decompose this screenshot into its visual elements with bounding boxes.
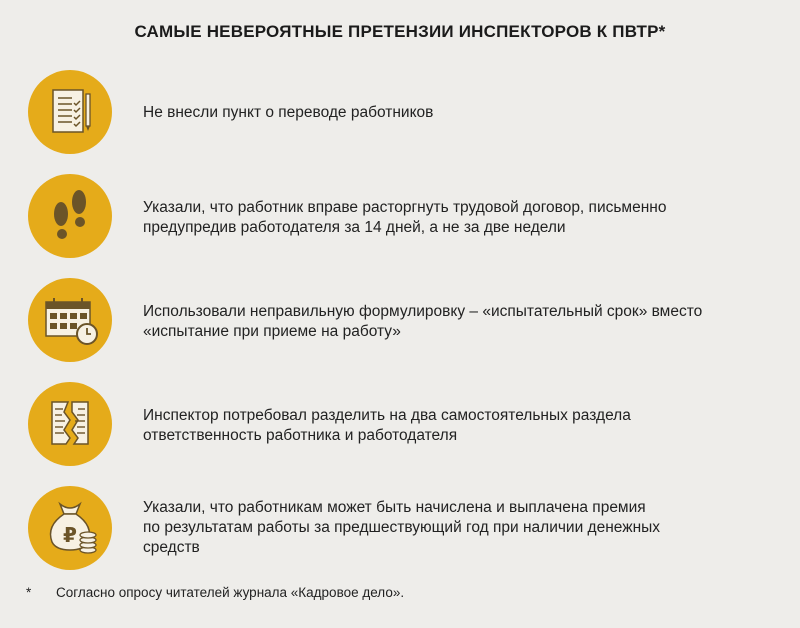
item-text-line: средств bbox=[143, 539, 200, 556]
item-text-line: Не внесли пункт о переводе работников bbox=[143, 104, 434, 121]
footnote-marker: * bbox=[26, 585, 32, 600]
torn-document-icon bbox=[28, 382, 112, 466]
item-text-line: Инспектор потребовал разделить на два самостоятельных раздела bbox=[143, 407, 631, 424]
item-text-line: «испытание при приеме на работу» bbox=[143, 323, 401, 340]
item-text-line: Использовали неправильную формулировку – «испытательный срок» вместо bbox=[143, 303, 703, 320]
list-item bbox=[0, 486, 800, 570]
document-checklist-icon bbox=[28, 70, 112, 154]
money-bag-ruble-icon bbox=[28, 486, 112, 570]
item-text-line: по результатам работы за предшествующий год при наличии денежных bbox=[143, 519, 661, 536]
list-item bbox=[0, 174, 800, 258]
page-title: САМЫЕ НЕВЕРОЯТНЫЕ ПРЕТЕНЗИИ ИНСПЕКТОРОВ К ПВТР* bbox=[134, 22, 666, 41]
svg-text:₽: ₽ bbox=[63, 523, 77, 547]
footnote bbox=[26, 585, 404, 600]
footprints-icon bbox=[28, 174, 112, 258]
list-item bbox=[0, 278, 800, 362]
item-text-line: ответственность работника и работодателя bbox=[143, 427, 458, 444]
footnote-text: Согласно опросу читателей журнала «Кадровое дело». bbox=[56, 585, 405, 600]
list-item bbox=[0, 70, 800, 154]
list-item bbox=[0, 382, 800, 466]
calendar-clock-icon bbox=[28, 278, 112, 362]
item-text-line: Указали, что работник вправе расторгнуть трудовой договор, письменно bbox=[143, 199, 667, 216]
item-text-line: предупредив работодателя за 14 дней, а не за две недели bbox=[143, 219, 566, 236]
item-text-line: Указали, что работникам может быть начислена и выплачена премия bbox=[143, 499, 646, 516]
